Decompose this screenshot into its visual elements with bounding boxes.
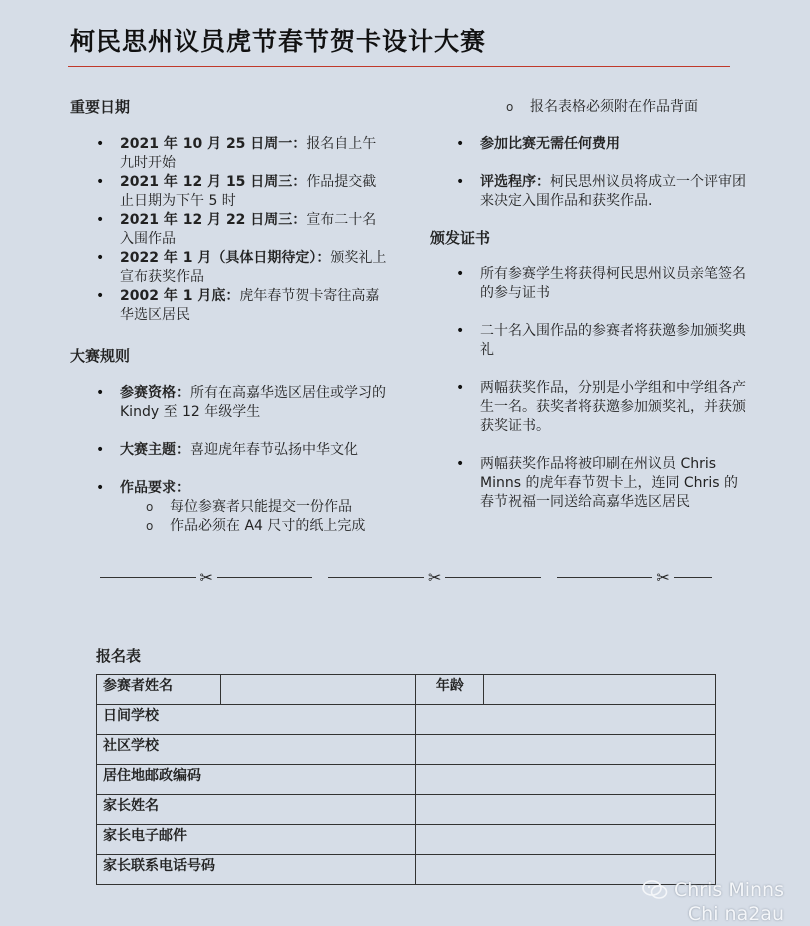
list-item <box>70 249 390 287</box>
list-item <box>70 211 390 249</box>
list-item: • 两幅获奖作品将被印刷在州议员 Chris Minns 的虎年春节贺卡上，连同 Chris 的春节祝福一同送给高嘉华选区居民 <box>430 455 750 512</box>
scissors-icon: ✂ <box>427 568 442 587</box>
rule-label: 作品要求： <box>120 480 190 496</box>
right-column <box>430 98 750 512</box>
rules-list <box>70 384 390 498</box>
date-label: 2021 年 10 月 25 日周一： <box>120 136 307 152</box>
name-field[interactable] <box>220 675 416 705</box>
dash-segment <box>100 577 196 578</box>
list-item <box>430 135 750 154</box>
rules-list-cont <box>430 135 750 211</box>
rule-label: 参加比赛无需任何费用 <box>480 136 620 152</box>
date-text: 虎年春节贺卡寄往高嘉华选区居民 <box>120 288 380 323</box>
rule-label: 评选程序： <box>480 174 550 190</box>
list-item: • 两幅获奖作品，分别是小学组和中学组各产生一名。获奖者将获邀参加颁奖礼，并获颁获奖证书。 <box>430 379 750 436</box>
watermark <box>642 878 784 926</box>
table-row <box>97 735 716 765</box>
date-text: 作品提交截止日期为下午 5 时 <box>120 174 377 209</box>
form-row-field[interactable] <box>416 705 716 735</box>
cut-line <box>96 568 716 587</box>
date-label: 2002 年 1 月底： <box>120 288 240 304</box>
date-label: 2022 年 1 月（具体日期待定）： <box>120 250 331 266</box>
form-row-field[interactable] <box>416 735 716 765</box>
list-item <box>70 173 390 211</box>
rules-heading: 大赛规则 <box>70 347 131 365</box>
form-row-label: 家长姓名 <box>97 795 416 825</box>
form-row-label: 日间学校 <box>97 705 416 735</box>
dash-segment <box>445 577 541 578</box>
form-row-field[interactable] <box>416 795 716 825</box>
wechat-icon <box>642 880 668 900</box>
rule-text: 喜迎虎年春节弘扬中华文化 <box>190 442 358 458</box>
date-label: 2021 年 12 月 15 日周三： <box>120 174 307 190</box>
dash-segment <box>557 577 653 578</box>
list-item: • 二十名入围作品的参赛者将获邀参加颁奖典礼 <box>430 322 750 360</box>
scissors-icon: ✂ <box>199 568 213 587</box>
form-row-label: 社区学校 <box>97 735 416 765</box>
requirements-list <box>70 498 390 536</box>
dash-segment <box>328 577 424 578</box>
scissors-icon: ✂ <box>656 568 670 587</box>
requirements-list-cont <box>430 98 750 117</box>
list-item <box>70 135 390 173</box>
table-row <box>97 825 716 855</box>
list-item: • 所有参赛学生将获得柯民思州议员亲笔签名的参与证书 <box>430 265 750 303</box>
list-item: o 作品必须在 A4 尺寸的纸上完成 <box>70 517 390 536</box>
page-title: 柯民思州议员虎节春节贺卡设计大赛 <box>70 27 487 56</box>
name-label: 参赛者姓名 <box>97 675 221 705</box>
list-item <box>70 479 390 498</box>
cert-list <box>430 265 750 512</box>
date-text: 颁奖礼上宣布获奖作品 <box>120 250 387 285</box>
dates-heading: 重要日期 <box>70 98 131 116</box>
dates-list <box>70 135 390 325</box>
table-row <box>97 705 716 735</box>
dash-segment <box>217 577 313 578</box>
cert-heading: 颁发证书 <box>430 229 491 247</box>
form-row-label: 家长联系电话号码 <box>97 855 416 885</box>
table-row <box>97 765 716 795</box>
date-label: 2021 年 12 月 22 日周三： <box>120 212 307 228</box>
left-column <box>70 98 390 536</box>
rule-text: 柯民思州议员将成立一个评审团来决定入围作品和获奖作品. <box>480 174 746 209</box>
form-row-label: 居住地邮政编码 <box>97 765 416 795</box>
list-item <box>70 441 390 460</box>
list-item <box>430 173 750 211</box>
form-row-label: 家长电子邮件 <box>97 825 416 855</box>
rule-label: 大赛主题： <box>120 442 190 458</box>
list-item <box>70 384 390 422</box>
age-label: 年龄 <box>416 675 484 705</box>
registration-form <box>96 674 716 885</box>
watermark-line2: Chi na2au <box>687 903 784 925</box>
table-row <box>97 795 716 825</box>
dash-segment <box>674 577 712 578</box>
rule-text: 所有在高嘉华选区居住或学习的 Kindy 至 12 年级学生 <box>120 385 386 420</box>
list-item: o 报名表格必须附在作品背面 <box>430 98 750 117</box>
table-row <box>97 675 716 705</box>
date-text: 宣布二十名入围作品 <box>120 212 377 247</box>
list-item: o 每位参赛者只能提交一份作品 <box>70 498 390 517</box>
form-heading: 报名表 <box>96 647 142 665</box>
table-row <box>97 855 716 885</box>
watermark-line1: Chris Minns <box>674 879 784 901</box>
title-divider <box>68 66 730 67</box>
rule-label: 参赛资格： <box>120 385 190 401</box>
list-item <box>70 287 390 325</box>
form-row-field[interactable] <box>416 765 716 795</box>
date-text: 报名自上午九时开始 <box>120 136 377 171</box>
age-field[interactable] <box>484 675 716 705</box>
form-row-field[interactable] <box>416 825 716 855</box>
